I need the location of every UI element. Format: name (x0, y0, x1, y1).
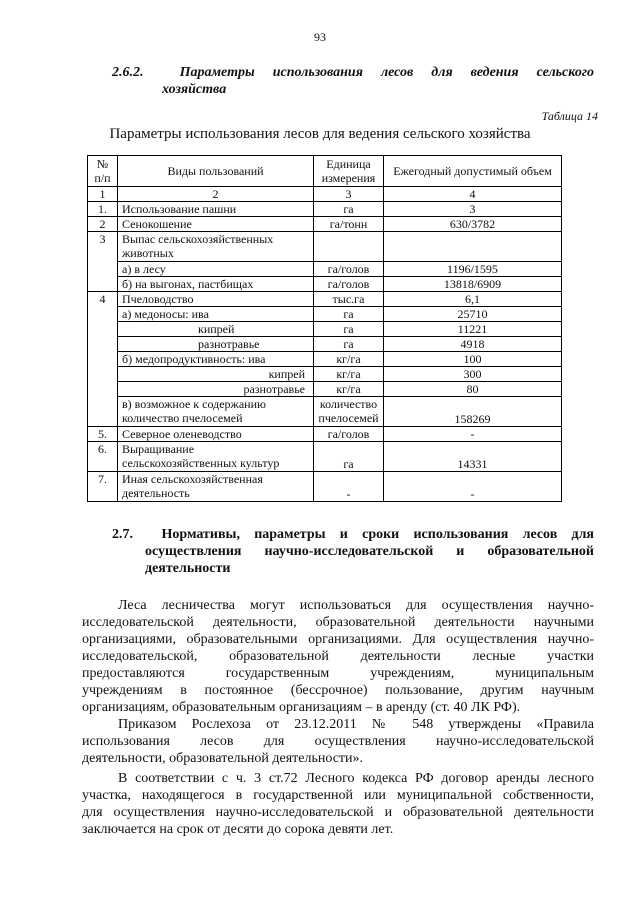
table-row (88, 232, 562, 262)
row-num: 5. (88, 427, 118, 442)
header-num: № п/п (88, 156, 118, 187)
col-number-3: 3 (314, 187, 384, 202)
paragraph-line: заключается на срок от десяти до сорока девяти лет. (82, 822, 394, 837)
row-kind: б) медопродуктивность: ива (118, 352, 314, 367)
row-volume (384, 232, 562, 262)
table-row (88, 442, 562, 472)
row-volume: 11221 (384, 322, 562, 337)
row-unit: га/голов (314, 427, 384, 442)
table-row (88, 367, 562, 382)
row-unit: га/голов (314, 277, 384, 292)
section-27-number: 2.7. (112, 527, 133, 542)
table-row (88, 472, 562, 502)
section-262-title-line1: Параметры использования лесов для ведения сельского (179, 65, 595, 80)
header-volume: Ежегодный допустимый объем (384, 156, 562, 187)
row-kind: Сенокошение (118, 217, 314, 232)
section-27-title-line3: деятельности (145, 561, 231, 576)
paragraph-2 (82, 716, 594, 767)
section-27-title-line1: Нормативы, параметры и сроки использования лесов для (161, 527, 595, 542)
table-row (88, 202, 562, 217)
row-volume: 80 (384, 382, 562, 397)
row-num: 3 (88, 232, 118, 292)
row-unit: га (314, 337, 384, 352)
table-caption: Параметры использования лесов для ведения сельского хозяйства (109, 126, 531, 142)
row-unit (314, 232, 384, 262)
paragraph-line: Приказом Рослехоза от 23.12.2011 № 548 утверждены «Правила (118, 717, 594, 732)
row-unit: га/тонн (314, 217, 384, 232)
row-kind: а) медоносы: ива (118, 307, 314, 322)
table-row (88, 322, 562, 337)
section-262-heading (112, 64, 594, 98)
paragraph-line: участка, находящегося в государственной или муниципальной собственности, (82, 788, 594, 803)
row-volume: 300 (384, 367, 562, 382)
row-volume: - (384, 427, 562, 442)
row-kind: б) на выгонах, пастбищах (118, 277, 314, 292)
row-unit: га/голов (314, 262, 384, 277)
paragraph-1 (82, 597, 594, 716)
row-volume: 6,1 (384, 292, 562, 307)
row-unit: га (314, 202, 384, 217)
paragraph-line: Леса лесничества могут использоваться для осуществления научно- (118, 598, 594, 613)
paragraph-3 (82, 770, 594, 838)
paragraph-line: учреждениям в постоянное (бессрочное) пользование, другим научным (82, 683, 594, 698)
row-num: 1. (88, 202, 118, 217)
row-volume: 158269 (384, 397, 562, 427)
row-unit: га (314, 442, 384, 472)
row-volume: 100 (384, 352, 562, 367)
paragraph-line: использования лесов для осуществления научно-исследовательской (82, 734, 594, 749)
paragraph-line: предоставляются государственным учреждениям, муниципальным (82, 666, 594, 681)
paragraph-line: деятельности, образовательной деятельности». (82, 751, 364, 766)
paragraph-line: исследовательской деятельности, образовательной деятельности научными (82, 615, 594, 630)
table-row (88, 262, 562, 277)
section-262-number: 2.6.2. (112, 65, 144, 80)
forest-use-table (87, 155, 562, 502)
row-kind: Выпас сельскохозяйственных животных (118, 232, 314, 262)
table-row (88, 427, 562, 442)
row-num: 4 (88, 292, 118, 427)
row-kind: в) возможное к содержанию количество пчелосемей (118, 397, 314, 427)
row-kind: кипрей (118, 322, 314, 337)
row-unit: кг/га (314, 382, 384, 397)
table-row (88, 307, 562, 322)
row-volume: 1196/1595 (384, 262, 562, 277)
row-volume: 25710 (384, 307, 562, 322)
paragraph-line: организациям, образовательным организациям – в аренду (ст. 40 ЛК РФ). (82, 700, 521, 715)
row-kind: а) в лесу (118, 262, 314, 277)
section-27-heading (112, 526, 594, 577)
table-header-row (88, 156, 562, 187)
table-row (88, 337, 562, 352)
paragraph-line: В соответствии с ч. 3 ст.72 Лесного кодекса РФ договор аренды лесного (118, 771, 594, 786)
row-kind: разнотравье (118, 337, 314, 352)
row-num: 2 (88, 217, 118, 232)
row-kind: Северное оленеводство (118, 427, 314, 442)
row-unit: кг/га (314, 352, 384, 367)
section-27-title-line2: осуществления научно-исследовательской и образовательной (145, 544, 594, 559)
column-number-row (88, 187, 562, 202)
table-row (88, 397, 562, 427)
table-row (88, 382, 562, 397)
row-volume: 3 (384, 202, 562, 217)
row-unit: количество пчелосемей (314, 397, 384, 427)
row-unit: га (314, 322, 384, 337)
paragraph-line: для осуществления научно-исследовательской и образовательной деятельности (82, 805, 594, 820)
table-row (88, 292, 562, 307)
col-number-2: 2 (118, 187, 314, 202)
row-num: 6. (88, 442, 118, 472)
row-unit: - (314, 472, 384, 502)
row-volume: 14331 (384, 442, 562, 472)
section-262-heading-line1 (112, 64, 594, 81)
table-row (88, 277, 562, 292)
table-row (88, 352, 562, 367)
row-kind: кипрей (118, 367, 314, 382)
row-kind: разнотравье (118, 382, 314, 397)
row-volume: 13818/6909 (384, 277, 562, 292)
paragraph-line: исследовательской, образовательной деятельности лесные участки (82, 649, 594, 664)
row-unit: кг/га (314, 367, 384, 382)
row-num: 7. (88, 472, 118, 502)
row-kind: Выращивание сельскохозяйственных культур (118, 442, 314, 472)
row-unit: тыс.га (314, 292, 384, 307)
row-kind: Использование пашни (118, 202, 314, 217)
table-label: Таблица 14 (541, 109, 598, 123)
row-kind: Пчеловодство (118, 292, 314, 307)
row-volume: - (384, 472, 562, 502)
col-number-4: 4 (384, 187, 562, 202)
section-262-title-line2: хозяйства (162, 82, 227, 97)
header-kind: Виды пользований (118, 156, 314, 187)
col-number-1: 1 (88, 187, 118, 202)
row-kind: Иная сельскохозяйственная деятельность (118, 472, 314, 502)
row-unit: га (314, 307, 384, 322)
table-row (88, 217, 562, 232)
row-volume: 630/3782 (384, 217, 562, 232)
page-number: 93 (314, 30, 326, 44)
section-27-heading-line1 (112, 526, 594, 543)
paragraph-line: организациями, образовательными организациями. Для осуществления научно- (82, 632, 594, 647)
header-unit: Единица измерения (314, 156, 384, 187)
row-volume: 4918 (384, 337, 562, 352)
